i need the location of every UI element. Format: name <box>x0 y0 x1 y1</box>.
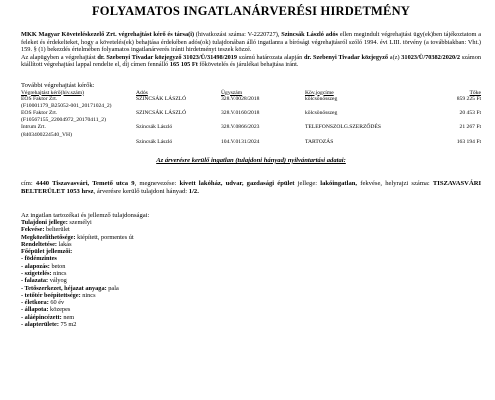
detail-label: - falazata: <box>21 277 49 285</box>
detail-value: kiépített, pormentes út <box>77 233 134 241</box>
detail-label: - Tetőszerkezet, héjazat anyaga: <box>21 284 107 292</box>
case-cell: 104.V.0131/2024 <box>221 138 260 145</box>
detail-value: nincs <box>82 291 96 299</box>
list-item <box>21 314 481 321</box>
amount-cell: 163 194 Ft <box>456 138 481 145</box>
list-item <box>21 277 481 284</box>
list-item <box>21 306 481 313</box>
list-item <box>21 234 481 241</box>
detail-value: beton <box>51 262 66 270</box>
notary-decision: dr. Szebenyi Tivadar közjegyző 31023/Ü/31498/2019 <box>97 53 238 61</box>
list-item <box>21 321 481 328</box>
header-creditor: Végrehajtást kérő(hiv.szám) <box>21 89 85 96</box>
detail-value: személyi <box>69 218 92 226</box>
property-character: lakóingatlan, <box>320 179 358 187</box>
creditor-ref: (8403400224540_VH) <box>21 131 72 138</box>
detail-label: Tulajdoni jellege: <box>21 218 68 226</box>
amount-cell: 21 267 Ft <box>459 124 481 131</box>
property-naming: kivett lakóház, udvar, gazdasági épület <box>179 179 295 187</box>
list-item <box>21 255 481 262</box>
detail-label: - tetőtér beépítettsége: <box>21 291 81 299</box>
document-title: FOLYAMATOS INGATLANÁRVERÉSI HIRDETMÉNY <box>91 4 411 18</box>
basis-text-b: számú határozata alapján <box>238 53 303 61</box>
detail-label: - alapterülete: <box>21 321 59 329</box>
enforcement-sheet-number: 31023/Ü/70382/2020/2 <box>401 53 461 61</box>
list-item <box>21 270 481 277</box>
claim-amount: 165 105 Ft <box>169 61 198 68</box>
header-debtor: Adós <box>136 89 148 96</box>
basis-text-a: Az alapügyben a végrehajtást <box>21 53 96 61</box>
notary-name: dr. Szebenyi Tivadar közjegyző <box>303 53 389 61</box>
creditor-name: EOS Faktor Zrt. <box>21 109 58 116</box>
header-amount: Tőke <box>469 89 481 96</box>
debtor-cell: Szincsák László <box>136 138 173 145</box>
detail-value: nem <box>63 313 75 321</box>
detail-label: - szigetelés: <box>21 270 52 277</box>
debtor-cell: SZINCSÁK LÁSZLÓ <box>136 109 187 116</box>
basis-text-d: számon kiállított végrehajtási lappal rendelte el, díj címen fennálló <box>21 53 482 68</box>
detail-label: - alapozás: <box>21 262 50 270</box>
detail-value: belterület <box>46 226 70 234</box>
detail-value: nincs <box>53 270 67 277</box>
table-row <box>21 110 481 124</box>
case-cell: 328.V.0160/2018 <box>221 109 260 116</box>
header-case: Ügyszám <box>221 89 243 96</box>
address-label: cím: <box>21 179 33 187</box>
list-item <box>21 226 481 233</box>
list-item <box>21 292 481 299</box>
detail-label: - állapota: <box>21 306 49 314</box>
character-label: jellege: <box>297 179 318 187</box>
amount-cell: 859 225 Ft <box>456 95 481 102</box>
creditors-label: További végrehajtást kérők: <box>21 81 95 89</box>
creditor-ref: (F10567155_22004972_20170411_2) <box>21 117 106 124</box>
naming-label: , megnevezése: <box>134 179 177 187</box>
debtor-cell: SZINCSÁK LÁSZLÓ <box>136 95 187 102</box>
share-label: , árverésre kerülő tulajdoni hányad: <box>93 187 188 195</box>
detail-label: - életkora: <box>21 299 49 307</box>
type-cell: TELEFONSZOLG.SZERZŐDÉS <box>305 124 381 131</box>
property-location: TISZAVASVÁRI BELTERÜLET 1053 hrsz <box>21 179 482 195</box>
location-label: fekvése, helyrajzi száma: <box>360 179 430 187</box>
detail-value: 75 m2 <box>60 321 77 329</box>
type-cell: kölcsönösszeg <box>305 95 338 102</box>
creditor-cell <box>21 139 136 146</box>
list-item <box>21 299 481 306</box>
intro-text: ellen megindult végrehajtási ügy(ek)ben tájékoztatom a feleket és érdekelteket, hogy a követelés(ek) behajtása érdekében adós(ok) tulajdonában álló ingatlanra a bírósági végrehajtásról szóló 1994. évi LIII. törvény (a továbbiakban: Vht.) 159. § (1) bekezdés értelmében folyamatos ingatlanárverés iránti hirdetményt teszek közzé. <box>21 31 482 53</box>
property-heading: Az árverésre kerülő ingatlan (tulajdoni hányad) nyilvántartási adatai: <box>156 156 346 164</box>
property-paragraph <box>21 180 481 196</box>
detail-value: lakás <box>58 240 72 248</box>
amount-cell: 20 453 Ft <box>459 109 481 116</box>
list-item <box>21 263 481 270</box>
case-cell: 328.V.0028/2018 <box>221 95 260 102</box>
list-item <box>21 219 481 226</box>
detail-value: vályog <box>49 277 67 285</box>
creditor-cell <box>21 96 136 110</box>
creditor-cell <box>21 110 136 124</box>
intro-paragraph <box>21 31 481 54</box>
basis-text-e: főkövetelés és járulékai behajtása iránt. <box>199 61 299 68</box>
basis-paragraph <box>21 54 481 69</box>
creditor-ref: (F10001179_B25052-001_20171024_2) <box>21 102 112 109</box>
detail-label: Főépület jellemzői: <box>21 248 73 256</box>
list-item <box>21 248 481 255</box>
detail-value: közepes <box>50 306 71 314</box>
table-row <box>21 139 481 146</box>
details-list <box>21 219 481 328</box>
property-share: 1/2. <box>188 187 199 195</box>
creditor-name: EOS Faktor Zrt. <box>21 95 58 102</box>
debtor-cell: Szincsák László <box>136 124 173 131</box>
detail-label: - aláépincézett: <box>21 313 62 321</box>
reference-number: (hivatkozási száma: V-2220727), <box>195 31 280 38</box>
details-intro: Az ingatlan tartozékai és jellemző tulajdonságai: <box>21 211 150 219</box>
type-cell: kölcsönösszeg <box>305 109 338 116</box>
header-claim-type: Köv.jogcíme <box>305 89 334 96</box>
basis-text-c: a(z) <box>389 53 400 61</box>
list-item <box>21 285 481 292</box>
property-address: 4440 Tiszavasvári, Temető utca 9 <box>35 179 135 187</box>
detail-label: - födémzintes <box>21 255 57 263</box>
detail-label: Megközelíthetősége: <box>21 233 76 241</box>
list-item <box>21 241 481 248</box>
detail-label: Fekvése: <box>21 226 45 234</box>
creditor-name: Intrum Zrt. <box>21 124 46 131</box>
detail-value: pala <box>108 284 119 292</box>
creditor-org: MKK Magyar Követeléskezelő Zrt. végrehajtást kérő és társa(i) <box>21 31 195 38</box>
creditors-table <box>21 90 481 146</box>
debtor-name: Szincsák László adós <box>281 31 339 38</box>
creditor-cell <box>21 124 136 138</box>
type-cell: TARTOZÁS <box>305 138 334 145</box>
case-cell: 328.V.0866/2023 <box>221 124 260 131</box>
table-row <box>21 124 481 138</box>
table-row <box>21 96 481 110</box>
document-page <box>21 0 481 328</box>
detail-value: 60 év <box>50 299 65 307</box>
detail-label: Rendeltetése: <box>21 240 58 248</box>
